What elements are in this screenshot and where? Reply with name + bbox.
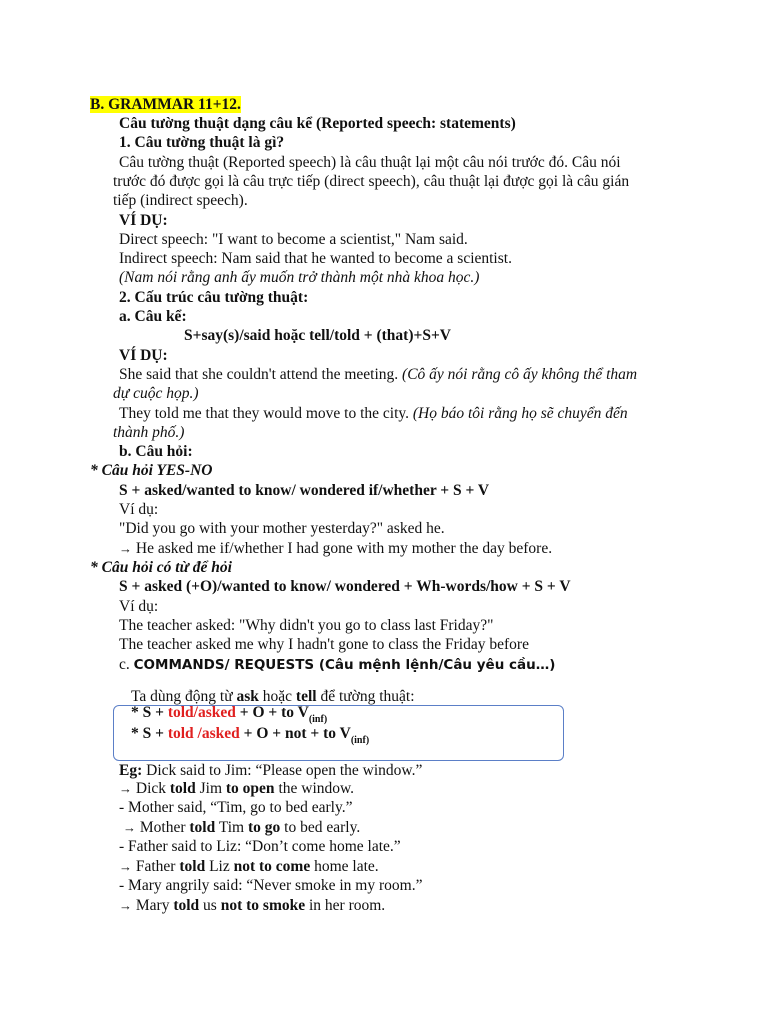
yesno-vidu-label: Ví dụ: xyxy=(119,501,159,518)
eg1-question: Eg: Dick said to Jim: “Please open the window.” xyxy=(119,762,423,779)
yesno-formula: S + asked/wanted to know/ wondered if/whether + S + V xyxy=(119,482,490,499)
s1-direct-speech: Direct speech: "I want to become a scientist," Nam said. xyxy=(119,231,468,248)
s1-def-line3: tiếp (indirect speech). xyxy=(113,192,248,209)
commands-intro: Ta dùng động từ ask hoặc tell để tường thuật: xyxy=(131,688,415,705)
s2a-vidu-label: VÍ DỤ: xyxy=(119,347,168,364)
wh-answer: The teacher asked me why I hadn't gone to class the Friday before xyxy=(119,636,529,653)
eg3-answer: → Father told Liz not to come home late. xyxy=(119,858,379,875)
s2a-example2-translation: (Họ báo tôi rằng họ sẽ chuyển đến xyxy=(412,405,628,422)
arrow-right-icon: → xyxy=(119,541,132,556)
wh-formula: S + asked (+O)/wanted to know/ wondered + Wh-words/how + S + V xyxy=(119,578,571,595)
eg4-question: - Mary angrily said: “Never smoke in my room.” xyxy=(119,877,423,894)
arrow-right-icon: → xyxy=(123,820,136,835)
s2-title: 2. Cấu trúc câu tường thuật: xyxy=(119,289,309,306)
eg1-answer: → Dick told Jim to open the window. xyxy=(119,780,355,797)
section-subheading: Câu tường thuật dạng câu kể (Reported speech: statements) xyxy=(119,115,516,132)
section-heading: B. GRAMMAR 11+12. xyxy=(90,96,241,113)
commands-title: c. COMMANDS/ REQUESTS (Câu mệnh lệnh/Câu yêu cầu…) xyxy=(119,656,556,673)
eg4-answer: → Mary told us not to smoke in her room. xyxy=(119,897,386,914)
arrow-right-icon: → xyxy=(119,859,132,874)
s2a-example2-line2: thành phố.) xyxy=(113,424,185,441)
commands-formula-negative: * S + told /asked + O + not + to $V_{(inf)}$ xyxy=(131,725,370,746)
arrow-right-icon: → xyxy=(119,898,132,913)
s1-def-line1: Câu tường thuật (Reported speech) là câu thuật lại một câu nói trước đó. Câu nói xyxy=(119,154,621,171)
s1-def-line2: trước đó được gọi là câu trực tiếp (direct speech), câu thuật lại được gọi là câu gián xyxy=(113,173,630,190)
s2b-title: b. Câu hỏi: xyxy=(119,443,193,460)
s2a-example2-line1 xyxy=(119,404,628,423)
eg2-question: - Mother said, “Tim, go to bed early.” xyxy=(119,799,353,816)
yesno-answer xyxy=(119,539,552,558)
s1-translation: (Nam nói rằng anh ấy muốn trở thành một nhà khoa học.) xyxy=(119,269,480,286)
s2a-example1-text: She said that she couldn't attend the meeting. xyxy=(119,366,403,383)
eg2-answer: → Mother told Tim to go to bed early. xyxy=(123,819,361,836)
arrow-right-icon: → xyxy=(119,781,132,796)
s1-vidu-label: VÍ DỤ: xyxy=(119,212,168,229)
s2a-title: a. Câu kể: xyxy=(119,308,187,325)
s1-indirect-speech: Indirect speech: Nam said that he wanted to become a scientist. xyxy=(119,250,512,267)
s2a-example1-translation: (Cô ấy nói rằng cô ấy không thể tham xyxy=(402,366,638,383)
s2a-example2-text: They told me that they would move to the city. xyxy=(119,405,413,422)
yesno-answer-text: He asked me if/whether I had gone with my mother the day before. xyxy=(135,540,553,557)
yesno-title: * Câu hỏi YES-NO xyxy=(90,462,213,479)
wh-question: The teacher asked: "Why didn't you go to class last Friday?" xyxy=(119,617,494,634)
s2a-example1-line1 xyxy=(119,365,637,384)
s2a-formula: S+say(s)/said hoặc tell/told + (that)+S+V xyxy=(184,327,451,344)
s2a-example1-line2: dự cuộc họp.) xyxy=(113,385,199,402)
s1-title: 1. Câu tường thuật là gì? xyxy=(119,134,285,151)
yesno-question: "Did you go with your mother yesterday?" asked he. xyxy=(119,520,445,537)
eg3-question: - Father said to Liz: “Don’t come home late.” xyxy=(119,838,401,855)
wh-vidu-label: Ví dụ: xyxy=(119,598,159,615)
commands-formula-affirmative: * S + told/asked + O + to $V_{(inf)}$ xyxy=(131,704,328,725)
wh-title: * Câu hỏi có từ để hỏi xyxy=(90,559,232,576)
